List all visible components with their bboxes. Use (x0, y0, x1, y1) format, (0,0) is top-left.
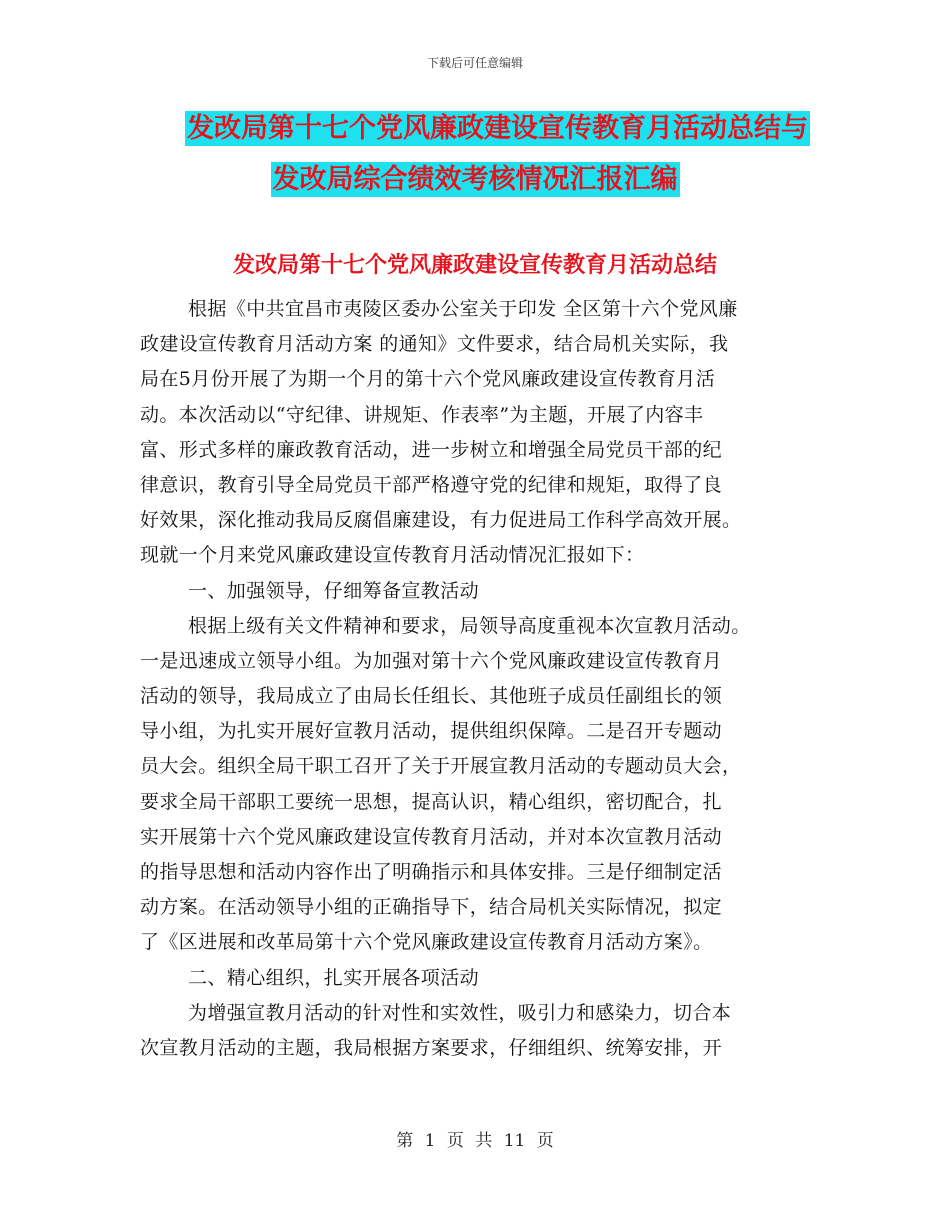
body-line: 动。本次活动以“守纪律、讲规矩、作表率”为主题，开展了内容丰 (140, 403, 704, 426)
document-title (0, 110, 950, 212)
title-line-2-text: 发改局综合绩效考核情况汇报汇编 (272, 164, 678, 195)
body-line: 的指导思想和活动内容作出了明确指示和具体安排。三是仔细制定活 (140, 861, 723, 883)
body-line: 好效果，深化推动我局反腐倡廉建设，有力促进局工作科学高效开展。 (140, 509, 742, 532)
body-line: 局在5月份开展了为期一个月的第十六个党风廉政建设宣传教育月活 (140, 368, 716, 391)
body-line: 律意识，教育引导全局党员干部严格遵守党的纪律和规矩，取得了良 (140, 473, 723, 496)
body-text (140, 292, 810, 1066)
body-line: 了《区进展和改革局第十六个党风廉政建设宣传教育月活动方案》。 (140, 931, 713, 954)
body-line: 活动的领导，我局成立了由局长任组长、其他班子成员任副组长的领 (140, 685, 723, 708)
body-line: 根据上级有关文件精神和要求，局领导高度重视本次宣教月活动。 (188, 614, 751, 637)
body-line: 要求全局干部职工要统一思想，提高认识，精心组织，密切配合，扎 (140, 790, 723, 813)
section-heading: 一、加强领导，仔细筹备宣教活动 (188, 579, 480, 602)
body-line: 为增强宣教月活动的针对性和实效性，吸引力和感染力，切合本 (188, 1001, 732, 1024)
body-line: 动方案。在活动领导小组的正确指导下，结合局机关实际情况，拟定 (140, 896, 723, 919)
body-line: 富、形式多样的廉政教育活动，进一步树立和增强全局党员干部的纪 (140, 438, 723, 461)
body-line: 次宣教月活动的主题，我局根据方案要求，仔细组织、统筹安排，开 (140, 1036, 723, 1059)
body-line: 现就一个月来党风廉政建设宣传教育月活动情况汇报如下： (140, 544, 645, 567)
body-line: 根据《中共宜昌市夷陵区委办公室关于印发 全区第十六个党风廉 (188, 298, 738, 320)
body-line: 实开展第十六个党风廉政建设宣传教育月活动，并对本次宣教月活动 (140, 825, 723, 848)
body-line: 政建设宣传教育月活动方案 的通知》文件要求，结合局机关实际，我 (140, 333, 729, 356)
title-line-2 (0, 161, 950, 199)
page-header-note: 下载后可任意编辑 (426, 56, 523, 70)
page-number: 第 1 页 共 11 页 (396, 1131, 554, 1151)
body-line: 一是迅速成立领导小组。为加强对第十六个党风廉政建设宣传教育月 (140, 649, 723, 672)
title-line-1 (0, 110, 950, 148)
body-line: 员大会。组织全局干职工召开了关于开展宣教月活动的专题动员大会， (140, 755, 742, 778)
section-title: 发改局第十七个党风廉政建设宣传教育月活动总结 (232, 253, 717, 278)
title-line-1-text: 发改局第十七个党风廉政建设宣传教育月活动总结与 (187, 113, 808, 144)
section-heading: 二、精心组织，扎实开展各项活动 (188, 966, 480, 989)
body-line: 导小组，为扎实开展好宣教月活动，提供组织保障。二是召开专题动 (140, 720, 723, 743)
